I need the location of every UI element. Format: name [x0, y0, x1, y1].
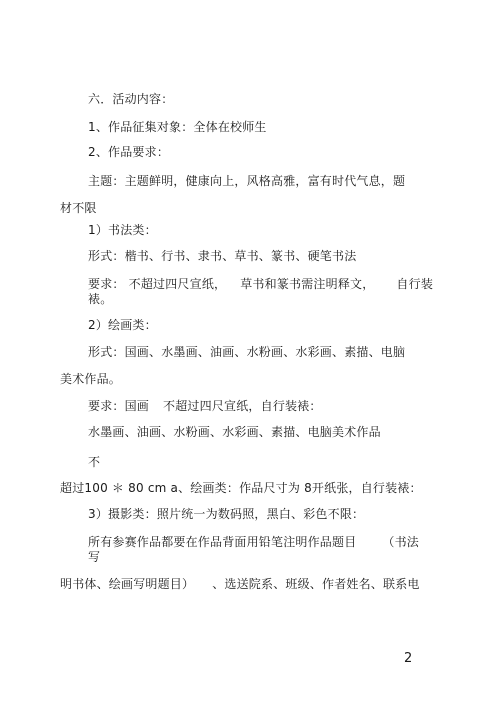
text-segment: 草书和篆书需注明释文， — [240, 277, 375, 291]
text-line: 3）摄影类：照片统一为数码照，黑白、彩色不限： — [88, 507, 365, 521]
text-line: 1）书法类： — [88, 223, 157, 237]
text-line — [60, 577, 420, 591]
text-line: 2）绘画类： — [88, 318, 157, 332]
text-line: 裱。 — [88, 292, 113, 306]
text-segment: 明书体、绘画写明题目） — [60, 577, 195, 591]
text-line: 美术作品。 — [60, 372, 122, 386]
text-segment: 要求：国画 — [88, 399, 150, 413]
text-line: 写 — [88, 550, 101, 564]
text-line: 形式：国画、水墨画、油画、水粉画、水彩画、素描、电脑 — [88, 345, 406, 359]
text-line: 形式：楷书、行书、隶书、草书、篆书、硬笔书法 — [88, 249, 357, 263]
text-segment: 要求： 不超过四尺宣纸， — [88, 277, 227, 291]
text-line: 1、作品征集对象：全体在校师生 — [88, 120, 267, 134]
text-line: 超过100 ＊ 80 cm a、绘画类：作品尺寸为 8开纸张，自行装裱： — [60, 481, 422, 495]
text-line: 不 — [88, 455, 101, 469]
text-segment: 自行装 — [396, 277, 434, 291]
page-number: 2 — [404, 651, 413, 666]
text-line — [88, 535, 419, 549]
text-line: 主题：主题鲜明，健康向上，风格高雅，富有时代气息，题 — [88, 174, 406, 188]
section-heading: 六．活动内容： — [88, 92, 174, 106]
text-segment: 、选送院系、班级、作者姓名、联系电 — [212, 577, 420, 591]
text-line — [88, 277, 433, 291]
text-line: 2、作品要求： — [88, 145, 170, 159]
text-line — [88, 399, 322, 413]
text-segment: 不超过四尺宣纸，自行装裱： — [163, 399, 322, 413]
text-line: 材不限 — [60, 201, 97, 215]
text-line: 水墨画、油画、水粉画、水彩画、素描、电脑美术作品 — [88, 425, 381, 439]
text-segment: 所有参赛作品都要在作品背面用铅笔注明作品题目 — [88, 535, 357, 549]
text-segment: （书法 — [382, 535, 420, 549]
